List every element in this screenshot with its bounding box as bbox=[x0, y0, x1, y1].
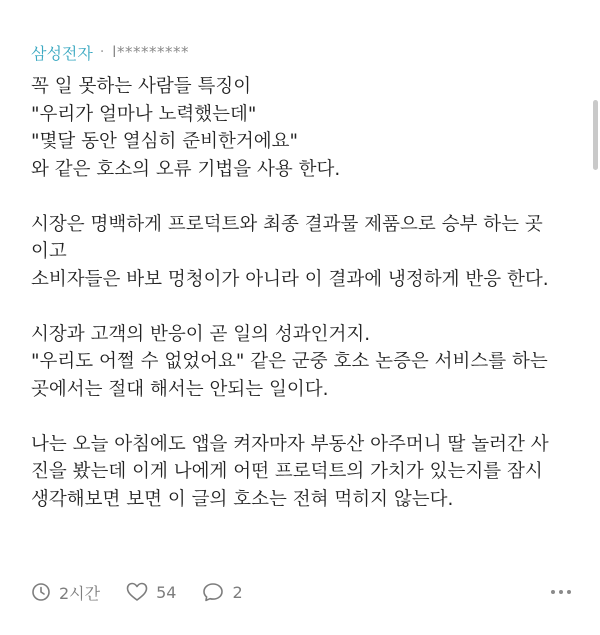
post-text-line: 시장은 명백하게 프로덕트와 최종 결과물 제품으로 승부 하는 곳 bbox=[31, 213, 543, 235]
author-username[interactable]: l********* bbox=[112, 43, 189, 61]
comment-button[interactable] bbox=[202, 582, 242, 602]
post-paragraph bbox=[31, 73, 576, 183]
more-options-button[interactable] bbox=[551, 582, 571, 602]
post-time bbox=[31, 581, 100, 604]
post-text-line: 시장과 고객의 반응이 곧 일의 성과인거지. bbox=[31, 323, 371, 345]
post-text-line: "몇달 동안 열심히 준비한거에요" bbox=[31, 131, 298, 152]
post-text-line: 곳에서는 절대 해서는 안되는 일이다. bbox=[31, 378, 329, 400]
heart-icon bbox=[126, 582, 156, 602]
scrollbar-thumb[interactable] bbox=[593, 100, 598, 170]
clock-icon bbox=[31, 582, 59, 602]
company-name-link[interactable]: 삼성전자 bbox=[31, 43, 93, 63]
post-text-line: "우리가 얼마나 노력했는데" bbox=[31, 103, 257, 125]
like-count: 54 bbox=[156, 582, 177, 602]
post-text-line: 꼭 일 못하는 사람들 특징이 bbox=[31, 76, 252, 97]
post-paragraph bbox=[31, 211, 576, 294]
post-text-line: 소비자들은 바보 멍청이가 아니라 이 결과에 냉정하게 반응 한다. bbox=[31, 268, 549, 290]
post-paragraph bbox=[31, 321, 576, 404]
post-text-line: 생각해보면 보면 이 글의 호소는 전혀 먹히지 않는다. bbox=[31, 488, 454, 510]
post-text-line: "우리도 어쩔 수 없었어요" 같은 군중 호소 논증은 서비스를 하는 bbox=[31, 351, 548, 372]
comment-bubble-icon bbox=[202, 582, 232, 602]
post-text-line: 와 같은 호소의 오류 기법을 사용 한다. bbox=[31, 158, 341, 180]
comment-count: 2 bbox=[232, 582, 243, 602]
like-button[interactable] bbox=[126, 582, 176, 602]
post-body bbox=[31, 73, 576, 513]
post-text-line: 나는 오늘 아침에도 앱을 켜자마자 부동산 아주머니 딸 놀러간 사 bbox=[31, 433, 549, 455]
post-footer bbox=[31, 578, 571, 606]
post-text-line: 진을 봤는데 이게 나에게 어떤 프로덕트의 가치가 있는지를 잠시 bbox=[31, 461, 543, 482]
post-header bbox=[31, 41, 189, 63]
post-text-line: 이고 bbox=[31, 241, 67, 262]
more-dots-icon bbox=[551, 590, 571, 594]
post-paragraph bbox=[31, 431, 576, 514]
post-time-text: 2시간 bbox=[59, 583, 101, 603]
header-separator: · bbox=[99, 44, 105, 60]
